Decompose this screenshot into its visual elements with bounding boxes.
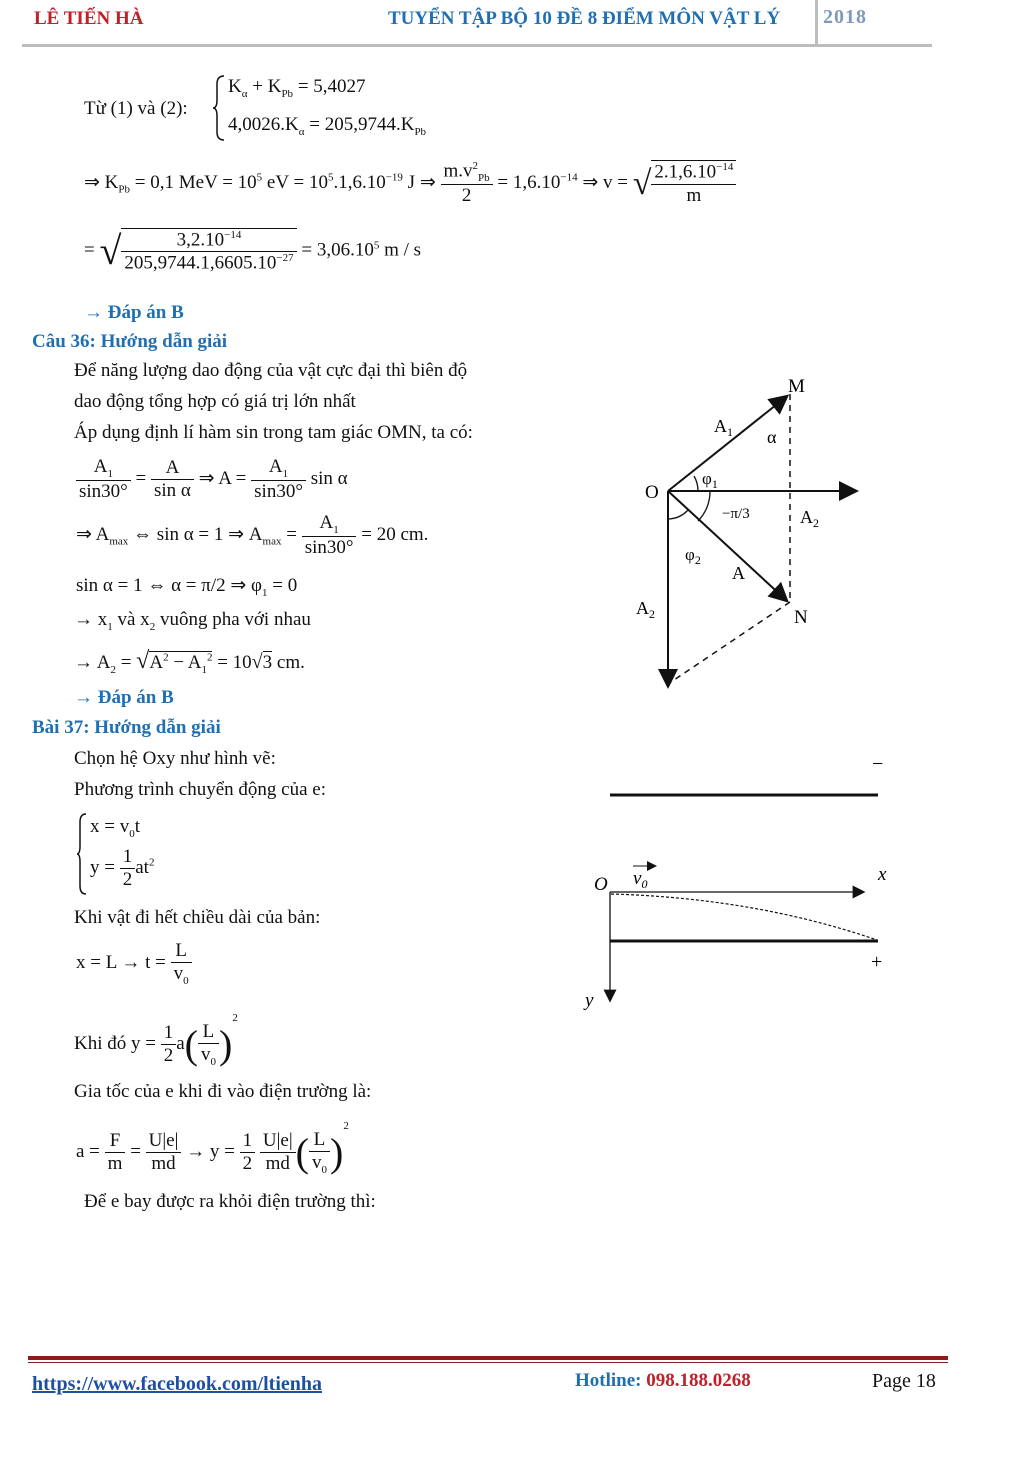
q36-l5: → $x_1$ và $x_2$ vuông pha với nhau	[74, 609, 311, 633]
hotline-number: 098.188.0268	[646, 1370, 751, 1391]
q37-capacitor-diagram	[575, 750, 895, 1020]
label-v0: $v_0$	[633, 868, 648, 891]
q36-p2: dao động tổng hợp có giá trị lớn nhất	[74, 391, 356, 412]
header-author: LÊ TIẾN HÀ	[34, 8, 144, 29]
label-m: M	[788, 376, 805, 397]
motion-brace	[76, 812, 88, 896]
q36-heading: Câu 36: Hướng dẫn giải	[32, 331, 228, 352]
system-eq1: $K_\alpha + K_{Pb} = 5,4027$	[228, 76, 366, 100]
footer-rule-thin	[28, 1362, 948, 1363]
q36-p1: Để năng lượng dao động của vật cực đại thì biên độ	[74, 360, 468, 381]
system-brace	[212, 74, 226, 142]
q37-p2: Phương trình chuyển động của e:	[74, 779, 326, 800]
footer-hotline	[575, 1370, 751, 1392]
header-year: 2018	[823, 6, 867, 28]
header-title: TUYỂN TẬP BỘ 10 ĐỀ 8 ĐIỂM MÔN VẬT LÝ	[388, 8, 781, 29]
minus-sign: −	[872, 753, 884, 775]
header-separator	[815, 0, 818, 44]
answer-b-1: → Đáp án B	[84, 302, 184, 323]
q37-heading: Bài 37: Hướng dẫn giải	[32, 717, 221, 738]
time-eq: x = L → t = $\frac{L}{v_0}$	[76, 940, 192, 987]
from-1-2-label: Từ (1) và (2):	[84, 98, 188, 119]
label-a2-right: $A_2$	[800, 507, 819, 530]
minus-pi3-arc	[698, 491, 710, 521]
label-o: O	[645, 482, 659, 503]
footer-rule-thick	[28, 1356, 948, 1360]
velocity-result-line: = √ $\frac{3,2.10^{-14}}{205,9744.1,6605.10^{-27}}$ = $3,06.10^5$ m / s	[84, 228, 422, 274]
q37-p3: Khi vật đi hết chiều dài của bản:	[74, 907, 321, 928]
kpb-equation-line: ⇒ $K_{Pb} = 0,1$ MeV = $10^5$ eV = $10^5.1,6.10^{-19}$ J ⇒ $\frac{m.v^2_{Pb}}{2}$ = $1,6.10^{-14}$ ⇒ v = √ $\frac{2.1,6.10^{-14}}{m}$	[84, 160, 736, 207]
label-alpha: α	[767, 427, 777, 447]
phi1-arc	[694, 476, 698, 491]
accel-eq: a = $\frac{F}{m}$ = $\frac{U|e|}{md}$ → y = $\frac{1}{2}$ $\frac{U|e|}{md}$ ( $\frac{L}{v_0}$ )$^2$	[76, 1120, 349, 1177]
label-a: A	[732, 563, 745, 583]
label-n: N	[794, 607, 808, 628]
q37-p1: Chọn hệ Oxy như hình vẽ:	[74, 748, 276, 769]
q37-p4: Khi đó	[74, 1033, 127, 1054]
q36-p3: Áp dụng định lí hàm sin trong tam giác OMN, ta có:	[74, 422, 473, 443]
label-a2-left: $A_2$	[636, 598, 655, 621]
q36-alpha-line: sin α = 1 ⇔ α = π/2 ⇒ $\varphi_1 = 0$	[76, 575, 298, 599]
n-dashed	[668, 602, 790, 684]
system-eq2: $4,0026.K_\alpha = 205,9744.K_{Pb}$	[228, 114, 427, 138]
label-phi2: $\varphi_2$	[685, 545, 701, 567]
q36-sine-law: $\frac{A_1}{\sin 30^\circ}$ = $\frac{A}{\text{sin α}}$ ⇒ A = $\frac{A_1}{\sin 30^\circ}$ sin α	[76, 456, 348, 503]
answer-b-2: → Đáp án B	[74, 687, 174, 708]
label-minus-pi-3: −π/3	[722, 506, 750, 522]
label-y: y	[585, 990, 594, 1011]
motion-eq-y: y = $\frac{1}{2}$ $at^2$	[90, 846, 155, 890]
phi2-arc	[668, 510, 688, 519]
plus-sign: +	[871, 951, 883, 973]
label-origin: O	[594, 874, 608, 895]
label-a1: $A_1$	[714, 416, 733, 439]
motion-eq-x: $x = v_0t$	[90, 816, 140, 840]
header-rule	[22, 44, 932, 47]
q36-phasor-diagram	[610, 370, 870, 700]
q36-a2-line: → $A_2 = √A^2 - A_1^2 = 10√3$ cm.	[74, 648, 305, 676]
page-number: Page 18	[872, 1370, 936, 1392]
q37-p5: Gia tốc của e khi đi vào điện trường là:	[74, 1081, 372, 1102]
q37-p6: Để e bay được ra khỏi điện trường thì:	[84, 1191, 376, 1212]
y-eq: Khi đó y = $\frac{1}{2}$ a( $\frac{L}{v_0}$ )$^2$	[74, 1012, 238, 1069]
footer-facebook-link[interactable]: https://www.facebook.com/ltienha	[32, 1373, 322, 1395]
q36-amax: ⇒ $A_{max}$ ⇔ sin α = 1 ⇒ $A_{max}$ = $\frac{A_1}{\sin 30^\circ}$ = 20 cm.	[76, 512, 429, 558]
label-x: x	[878, 864, 887, 885]
hotline-label: Hotline:	[575, 1370, 642, 1391]
label-phi1: $\varphi_1$	[702, 469, 718, 491]
trajectory	[611, 894, 877, 940]
